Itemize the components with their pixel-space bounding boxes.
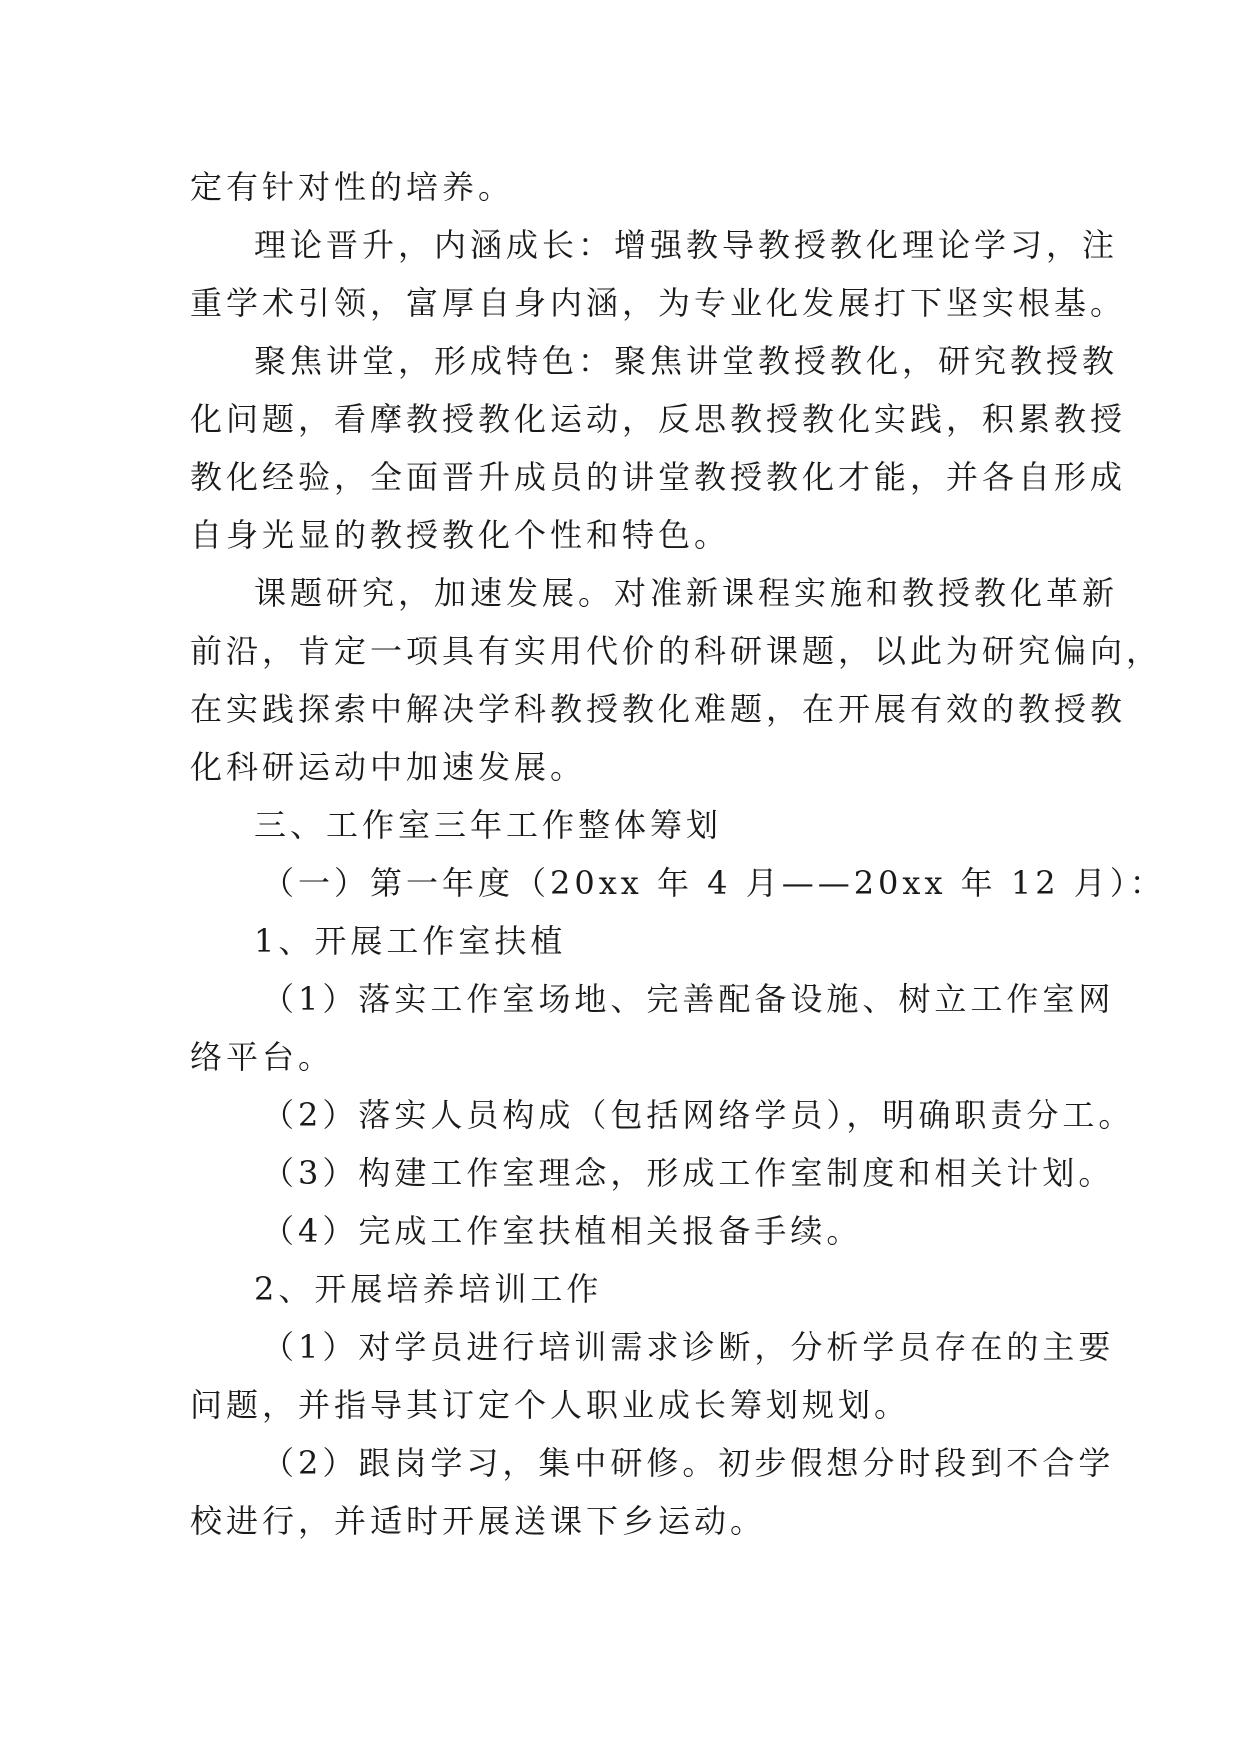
text-line: 化问题，看摩教授教化运动，反思教授教化实践，积累教授 [190, 400, 1127, 438]
text-line: 化科研运动中加速发展。 [190, 748, 587, 786]
text-line: （4）完成工作室扶植相关报备手续。 [262, 1212, 863, 1250]
text-line: 教化经验，全面晋升成员的讲堂教授教化才能，并各自形成 [190, 458, 1127, 496]
text-line: 络平台。 [190, 1038, 335, 1076]
text-line: 课题研究，加速发展。对准新课程实施和教授教化革新 [254, 574, 1119, 612]
document-body [190, 158, 1166, 1550]
subsection-heading: （一）第一年度（20xx 年 4 月——20xx 年 12 月）： [262, 864, 1166, 902]
text-line: 自身光显的教授教化个性和特色。 [190, 516, 731, 554]
text-line: 校进行，并适时开展送课下乡运动。 [190, 1502, 767, 1540]
text-line: （2）落实人员构成（包括网络学员），明确职责分工。 [262, 1096, 1135, 1134]
text-line: 聚焦讲堂，形成特色：聚焦讲堂教授教化，研究教授教 [254, 342, 1119, 380]
text-line: （3）构建工作室理念，形成工作室制度和相关计划。 [262, 1154, 1115, 1192]
text-line: 前沿，肯定一项具有实用代价的科研课题，以此为研究偏向， [190, 632, 1163, 670]
item-heading: 1、开展工作室扶植 [254, 922, 567, 960]
item-heading: 2、开展培养培训工作 [254, 1270, 603, 1308]
text-line: 问题，并指导其订定个人职业成长筹划规划。 [190, 1386, 911, 1424]
text-line: （1）落实工作室场地、完善配备设施、树立工作室网 [262, 980, 1115, 1018]
text-line: （2）跟岗学习，集中研修。初步假想分时段到不合学 [262, 1444, 1115, 1482]
text-line: 重学术引领，富厚自身内涵，为专业化发展打下坚实根基。 [190, 284, 1127, 322]
text-line: （1）对学员进行培训需求诊断，分析学员存在的主要 [262, 1328, 1115, 1366]
text-line: 理论晋升，内涵成长：增强教导教授教化理论学习，注 [254, 226, 1119, 264]
text-line: 在实践探索中解决学科教授教化难题，在开展有效的教授教 [190, 690, 1127, 728]
section-heading: 三、工作室三年工作整体筹划 [254, 806, 723, 844]
text-line: 定有针对性的培养。 [190, 168, 515, 206]
